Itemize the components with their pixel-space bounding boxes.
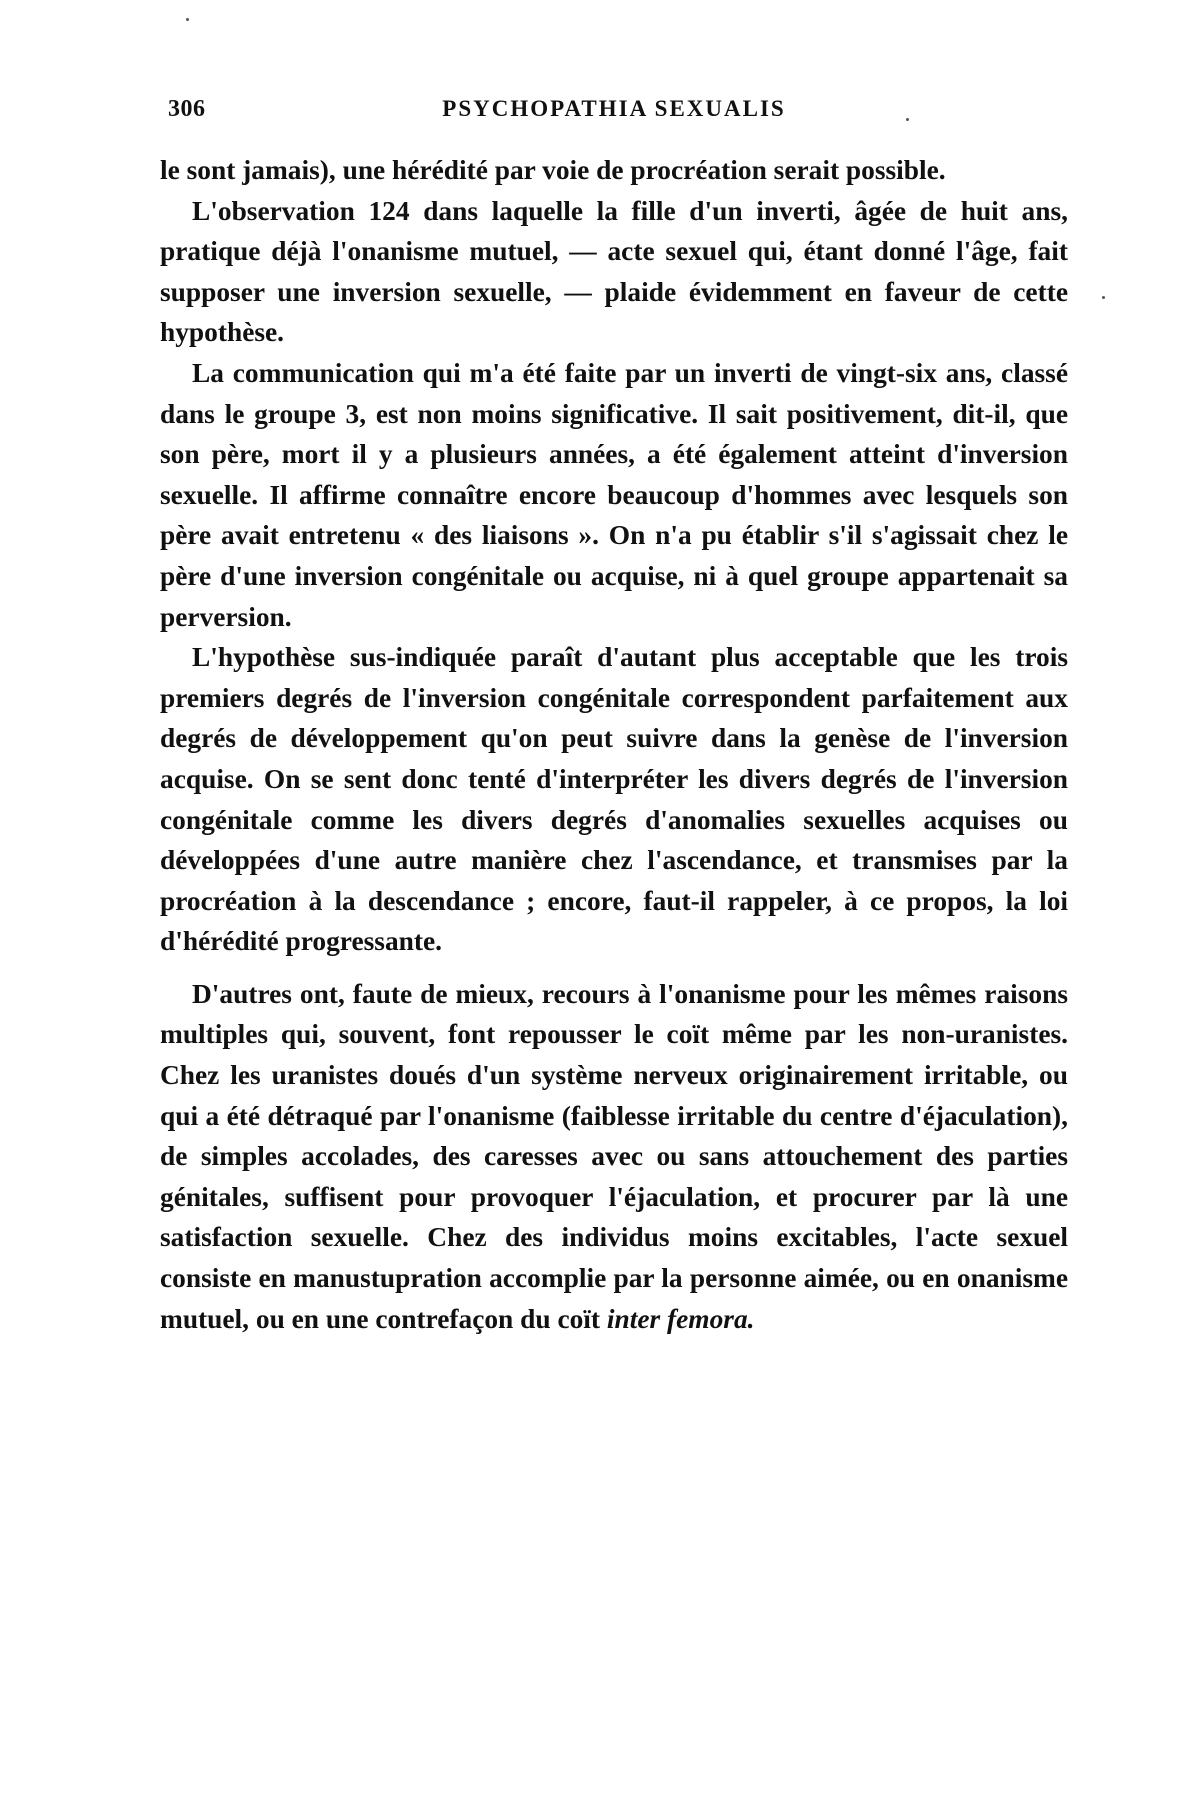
running-title: PSYCHOPATHIA SEXUALIS bbox=[442, 96, 786, 121]
book-page bbox=[160, 96, 1068, 1736]
print-speck bbox=[906, 118, 909, 121]
paragraph-continuation bbox=[160, 150, 1068, 191]
print-speck bbox=[1102, 296, 1105, 299]
paragraph-hypothesis bbox=[160, 637, 1068, 962]
paragraph-text: La communication qui m'a été faite par un inverti de vingt-six ans, classé dans le groupe 3, est non moins significative. Il sait positivement, dit-il, que son père, mort il y a plusieurs années, a été également atteint d'inversion sexuelle. Il affirme connaître encore beaucoup d'hommes avec lesquels son père avait entretenu « des liaisons ». On n'a pu établir s'il s'agissait chez le père d'une inversion congénitale ou acquise, ni à quel groupe appartenait sa perversion. bbox=[160, 357, 1068, 632]
paragraph-communication bbox=[160, 353, 1068, 637]
paragraph-observation-124 bbox=[160, 191, 1068, 353]
running-head bbox=[160, 96, 1068, 136]
italic-latin-phrase: inter femora. bbox=[606, 1303, 755, 1334]
body-text bbox=[160, 150, 1068, 1339]
print-speck bbox=[186, 18, 189, 21]
paragraph-onanism bbox=[160, 974, 1068, 1339]
paragraph-text: le sont jamais), une hérédité par voie de procréation serait possible. bbox=[160, 155, 946, 185]
page-number: 306 bbox=[168, 96, 206, 122]
paragraph-text: D'autres ont, faute de mieux, recours à l'onanisme pour les mêmes raisons multiples qui, souvent, font repousser le coït même par les non-uranistes. Chez les uranistes doués d'un système nerveux originairement irritable, ou qui a été détraqué par l'onanisme (faiblesse irritable du centre d'éjaculation), de simples accolades, des caresses avec ou sans attouchement des parties génitales, suffisent pour provoquer l'éjaculation, et procurer par là une satisfaction sexuelle. Chez des individus moins excitables, l'acte sexuel consiste en manustupration accomplie par la personne aimée, ou en onanisme mutuel, ou en une contrefaçon du coït bbox=[160, 978, 1068, 1334]
paragraph-text: L'hypothèse sus-indiquée paraît d'autant plus acceptable que les trois premiers degrés de l'inversion congénitale correspondent parfaitement aux degrés de développement qu'on peut suivre dans la genèse de l'inversion acquise. On se sent donc tenté d'interpréter les divers degrés de l'inversion congénitale comme les divers degrés d'anomalies sexuelles acquises ou développées d'une autre manière chez l'ascendance, et transmises par la procréation à la descendance ; encore, faut-il rappeler, à ce propos, la loi d'hérédité progressante. bbox=[160, 642, 1068, 957]
paragraph-text: L'observation 124 dans laquelle la fille d'un inverti, âgée de huit ans, pratique déjà l'onanisme mutuel, — acte sexuel qui, étant donné l'âge, fait supposer une inversion sexuelle, — plaide évidemment en faveur de cette hypothèse. bbox=[160, 195, 1068, 348]
